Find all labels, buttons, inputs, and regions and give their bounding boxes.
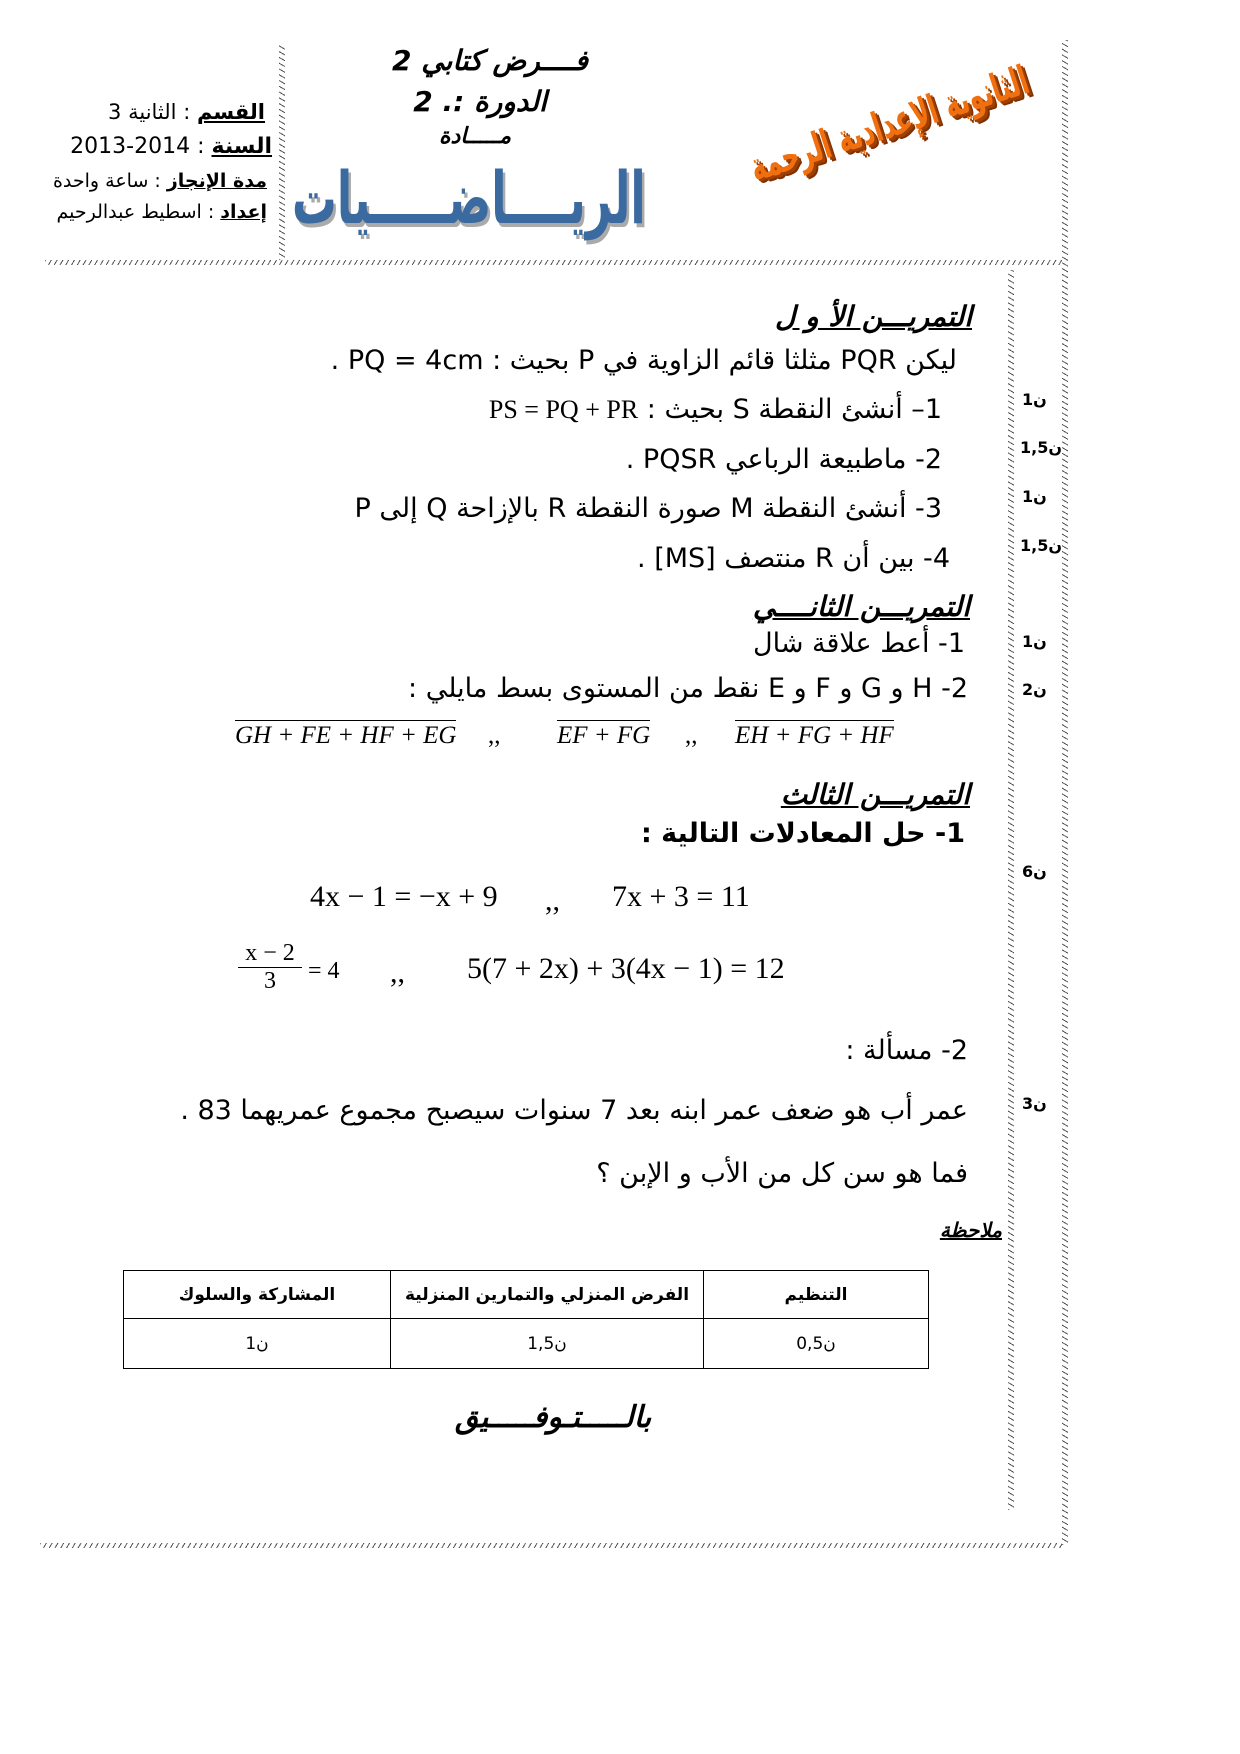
ex2-q1: 1- أعط علاقة شال	[753, 628, 965, 659]
ex1-q4: 4- بين أن R منتصف [MS] .	[637, 543, 950, 574]
year-info: السنة : 2014-2013	[70, 134, 272, 159]
marks-column-border	[1008, 270, 1014, 1510]
exercise-1-title: التمريـــن الأ و ل	[775, 300, 972, 333]
session-title: الدورة :. 2	[413, 85, 547, 118]
grading-table: التنظيم الفرض المنزلي والتمارين المنزلية المشاركة والسلوك ن0,5 ن1,5 ن1	[123, 1270, 929, 1369]
right-border	[1062, 40, 1068, 1545]
separator: ,,	[390, 956, 405, 989]
ex3-q2: 2- مسألة :	[845, 1035, 968, 1066]
author-info: إعداد : اسطيط عبدالرحيم	[56, 201, 267, 223]
exam-title: فــــرض كتابي 2	[392, 44, 588, 77]
class-info: القسم : الثانية 3	[108, 100, 265, 124]
mark: ن3	[1022, 1094, 1047, 1113]
note-label: ملاحظة	[939, 1218, 1002, 1242]
header-divider	[45, 260, 1065, 265]
equation-3: 5(7 + 2x) + 3(4x − 1) = 12	[467, 952, 785, 985]
subject-title: الريــــاضـــــيات	[292, 156, 646, 240]
ex1-q1: 1– أنشئ النقطة S بحيث : PS = PQ + PR	[488, 394, 942, 425]
mark: ن1	[1022, 390, 1047, 409]
problem-line-2: فما هو سن كل من الأب و الإبن ؟	[596, 1158, 968, 1189]
expr-2: EF + FG	[557, 722, 651, 749]
duration-info: مدة الإنجاز : ساعة واحدة	[52, 170, 267, 192]
ex1-q3: 3- أنشئ النقطة M صورة النقطة R بالإزاحة Q إلى P	[354, 493, 942, 524]
mark: ن1	[1022, 632, 1047, 651]
equation-1: 7x + 3 = 11	[612, 880, 750, 913]
mark: ن2	[1022, 680, 1047, 699]
expr-3: GH + FE + HF + EG	[235, 722, 457, 749]
separator: ,,	[685, 722, 698, 749]
mark: ن1,5	[1020, 536, 1062, 555]
equation-4-fraction: x − 2 3	[238, 940, 302, 995]
separator: ,,	[545, 884, 560, 917]
ex3-q1: 1- حل المعادلات التالية :	[640, 818, 965, 849]
closing-wish: بالـــــتـوفـــــيق	[455, 1400, 652, 1435]
subject-label: مـــــادة	[438, 124, 512, 149]
bottom-border	[40, 1543, 1065, 1548]
exercise-2-title: التمريـــن الثانــــي	[752, 590, 970, 623]
separator: ,,	[488, 722, 501, 749]
ex2-q2: 2- H و G و F و E نقط من المستوى بسط مايلي :	[408, 673, 968, 704]
problem-line-1: عمر أب هو ضعف عمر ابنه بعد 7 سنوات سيصبح مجموع عمريهما 83 .	[180, 1095, 968, 1126]
equation-2: 4x − 1 = −x + 9	[310, 880, 498, 913]
ex1-q2: 2- ماطبيعة الرباعي PQSR .	[625, 444, 942, 475]
equation-4-rhs: = 4	[308, 958, 340, 984]
school-logo-text: الثانوية الإعدادية الرحمة	[744, 57, 1035, 191]
expr-1: EH + FG + HF	[735, 722, 894, 749]
header-vertical-divider	[279, 45, 285, 260]
exercise-3-title: التمريـــن الثالث	[780, 778, 970, 811]
mark: ن1	[1022, 487, 1047, 506]
ex1-intro: ليكن PQR مثلثا قائم الزاوية في P بحيث : PQ = 4cm .	[330, 345, 957, 376]
mark: ن1,5	[1020, 438, 1062, 457]
mark: ن6	[1022, 862, 1047, 881]
